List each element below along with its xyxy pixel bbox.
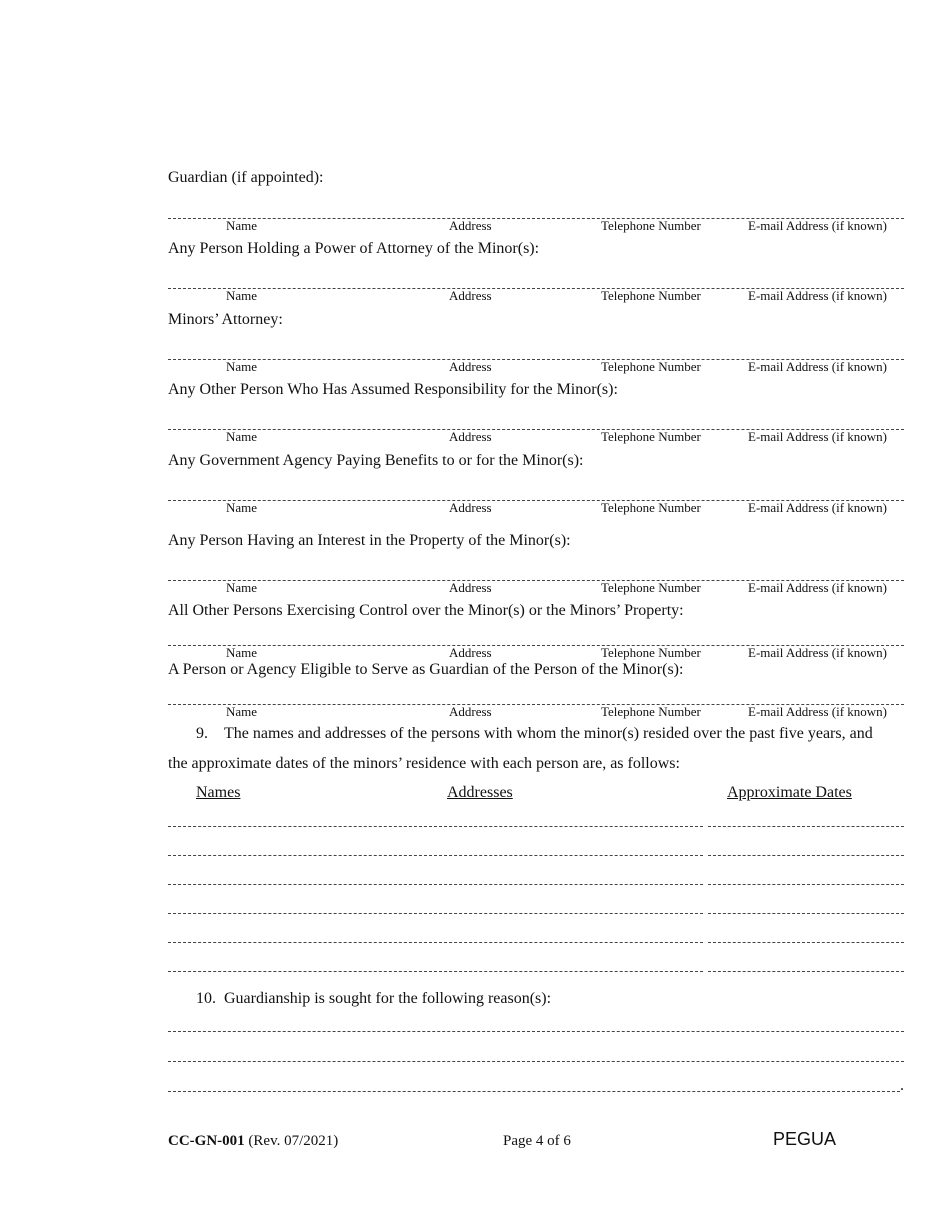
- reason-line[interactable]: [168, 1091, 900, 1092]
- form-identifier: [168, 1133, 338, 1150]
- column-name: Name: [226, 645, 258, 660]
- column-address: Address: [449, 218, 492, 233]
- column-address: Address: [449, 580, 492, 595]
- field-label-power-of-attorney: Any Person Holding a Power of Attorney of the Minor(s):: [168, 240, 540, 257]
- column-telephone: Telephone Number: [601, 218, 701, 233]
- item-10-number: 10.: [196, 990, 216, 1007]
- column-email: E-mail Address (if known): [748, 645, 888, 660]
- field-label-property-interest: Any Person Having an Interest in the Property of the Minor(s):: [168, 532, 571, 549]
- field-label-minors-attorney: Minors’ Attorney:: [168, 311, 283, 328]
- column-address: Address: [449, 359, 492, 374]
- reason-end-period: .: [900, 1077, 904, 1094]
- column-name: Name: [226, 359, 258, 374]
- column-address: Address: [449, 288, 492, 303]
- column-name: Name: [226, 429, 258, 444]
- field-label-eligible-guardian: A Person or Agency Eligible to Serve as Guardian of the Person of the Minor(s):: [168, 661, 684, 678]
- item-9-text-line2: the approximate dates of the minors’ residence with each person are, as follows:: [168, 755, 680, 772]
- residence-dates-line[interactable]: [708, 884, 904, 885]
- column-telephone: Telephone Number: [601, 359, 701, 374]
- column-telephone: Telephone Number: [601, 429, 701, 444]
- form-id: CC-GN-001: [168, 1133, 245, 1149]
- form-tag: PEGUA: [773, 1129, 837, 1149]
- column-name: Name: [226, 704, 258, 719]
- item-10-text: Guardianship is sought for the following reason(s):: [224, 990, 552, 1007]
- addresses-header: Addresses: [447, 784, 513, 801]
- column-email: E-mail Address (if known): [748, 580, 888, 595]
- column-address: Address: [449, 500, 492, 515]
- column-name: Name: [226, 288, 258, 303]
- column-name: Name: [226, 218, 258, 233]
- residence-name-address-line[interactable]: [168, 942, 703, 943]
- residence-name-address-line[interactable]: [168, 913, 703, 914]
- residence-dates-line[interactable]: [708, 942, 904, 943]
- field-label-government-agency: Any Government Agency Paying Benefits to or for the Minor(s):: [168, 452, 584, 469]
- column-email: E-mail Address (if known): [748, 429, 888, 444]
- residence-name-address-line[interactable]: [168, 971, 703, 972]
- item-9-text-line1: The names and addresses of the persons with whom the minor(s) resided over the past five years, and: [224, 725, 873, 742]
- item-9-number: 9.: [196, 725, 208, 742]
- column-telephone: Telephone Number: [601, 500, 701, 515]
- column-telephone: Telephone Number: [601, 288, 701, 303]
- column-telephone: Telephone Number: [601, 645, 701, 660]
- field-label-assumed-responsibility: Any Other Person Who Has Assumed Responsibility for the Minor(s):: [168, 381, 618, 398]
- column-address: Address: [449, 645, 492, 660]
- column-email: E-mail Address (if known): [748, 218, 888, 233]
- residence-dates-line[interactable]: [708, 913, 904, 914]
- residence-name-address-line[interactable]: [168, 826, 703, 827]
- residence-dates-line[interactable]: [708, 971, 904, 972]
- page-number: Page 4 of 6: [503, 1133, 571, 1149]
- form-revision: (Rev. 07/2021): [244, 1133, 339, 1149]
- column-name: Name: [226, 580, 258, 595]
- column-name: Name: [226, 500, 258, 515]
- reason-line[interactable]: [168, 1031, 904, 1032]
- residence-name-address-line[interactable]: [168, 884, 703, 885]
- column-email: E-mail Address (if known): [748, 500, 888, 515]
- reason-line[interactable]: [168, 1061, 904, 1062]
- column-telephone: Telephone Number: [601, 704, 701, 719]
- field-label-guardian: Guardian (if appointed):: [168, 169, 324, 186]
- residence-dates-line[interactable]: [708, 855, 904, 856]
- field-label-exercising-control: All Other Persons Exercising Control over the Minor(s) or the Minors’ Property:: [168, 602, 684, 619]
- column-email: E-mail Address (if known): [748, 288, 888, 303]
- names-header: Names: [196, 784, 241, 801]
- column-email: E-mail Address (if known): [748, 704, 888, 719]
- column-telephone: Telephone Number: [601, 580, 701, 595]
- column-email: E-mail Address (if known): [748, 359, 888, 374]
- residence-name-address-line[interactable]: [168, 855, 703, 856]
- column-address: Address: [449, 429, 492, 444]
- approximate-dates-header: Approximate Dates: [727, 784, 852, 801]
- column-address: Address: [449, 704, 492, 719]
- residence-dates-line[interactable]: [708, 826, 904, 827]
